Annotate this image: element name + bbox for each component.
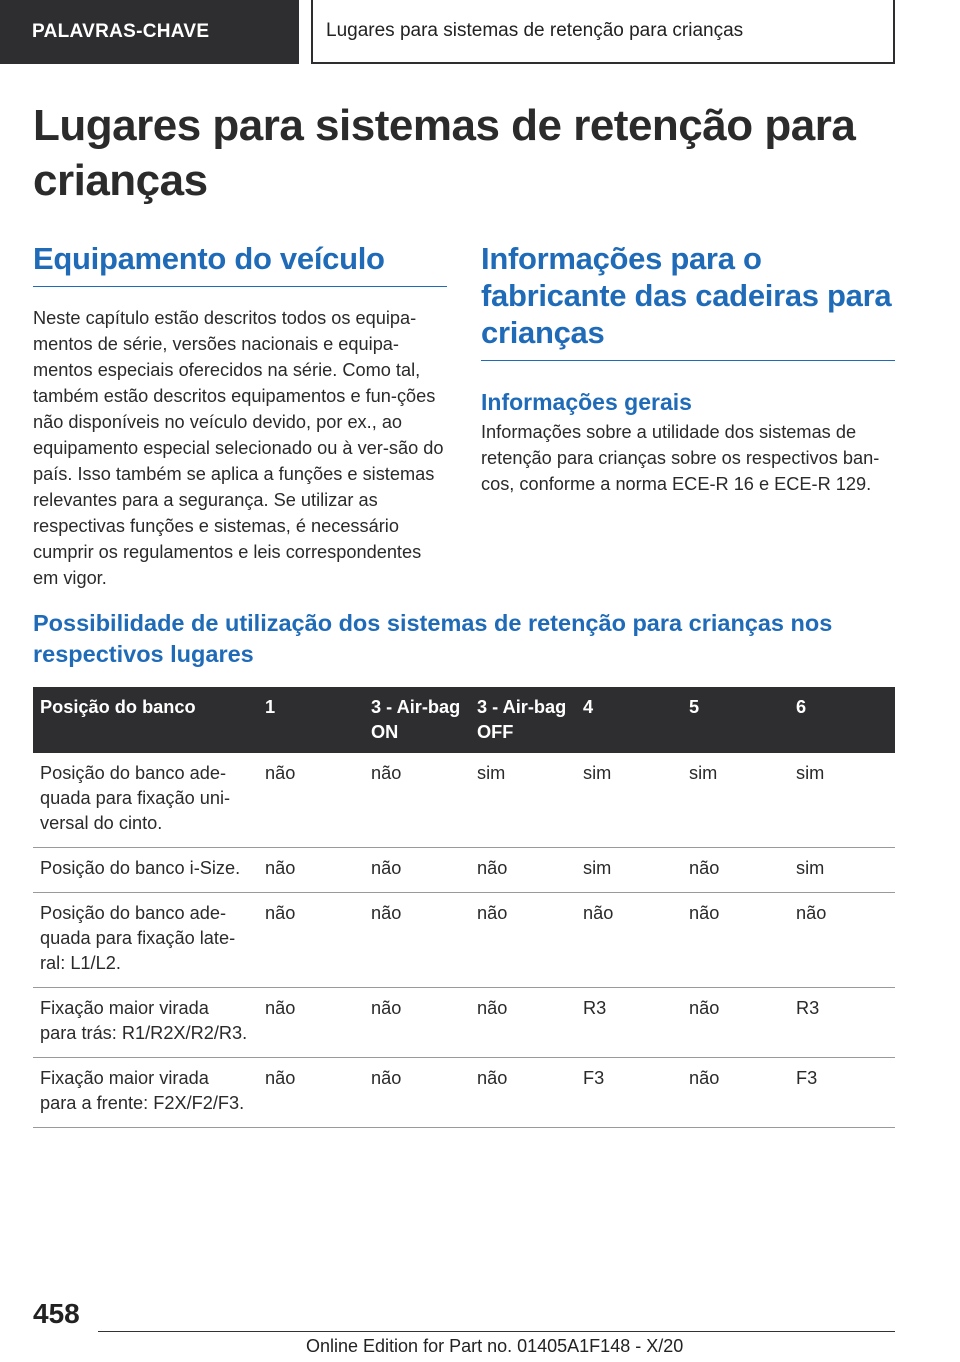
table-cell: não <box>257 848 363 893</box>
table-cell: não <box>363 988 469 1058</box>
vehicle-equipment-section <box>33 240 447 591</box>
page-title: Lugares para sistemas de retenção para crianças <box>33 101 856 205</box>
table-cell: não <box>257 893 363 988</box>
vehicle-equipment-text: Neste capítulo estão descritos todos os equipa-mentos de série, versões nacionais e equipa-mentos especiais oferecidos na série. Como tal, também estão descritos equipamentos e fun-ções não disponíveis no veículo devido, por ex., ao equipamento especial selecionado ou à ver-são do país. Isso também se aplica a funções e sistemas relevantes para a segurança. Se utilizar as respectivas funções e sistemas, é necessário cumprir os regulamentos e leis correspondentes em vigor. <box>33 308 444 588</box>
row-label: Posição do banco ade-quada para fixação late-ral: L1/L2. <box>33 893 257 988</box>
column-header: 3 - Air-bag OFF <box>469 687 575 753</box>
table-cell: não <box>363 848 469 893</box>
table-cell: não <box>363 1058 469 1128</box>
row-label: Posição do banco ade-quada para fixação uni-versal do cinto. <box>33 753 257 848</box>
manufacturer-info-section <box>481 240 895 497</box>
table-cell: não <box>469 848 575 893</box>
table-cell: não <box>575 893 681 988</box>
table-cell: F3 <box>788 1058 895 1128</box>
row-label: Fixação maior virada para trás: R1/R2X/R2/R3. <box>33 988 257 1058</box>
table-cell: não <box>681 1058 788 1128</box>
table-row <box>33 893 895 988</box>
table-cell: sim <box>681 753 788 848</box>
table-cell: R3 <box>788 988 895 1058</box>
table-cell: não <box>681 848 788 893</box>
table-cell: R3 <box>575 988 681 1058</box>
table-cell: sim <box>575 753 681 848</box>
child-seat-usage-table <box>33 687 895 1128</box>
table-cell: sim <box>788 848 895 893</box>
table-cell: não <box>681 893 788 988</box>
table-row <box>33 988 895 1058</box>
table-cell: não <box>469 893 575 988</box>
general-info-heading: Informações gerais <box>481 389 692 415</box>
table-cell: não <box>257 1058 363 1128</box>
row-label: Fixação maior virada para a frente: F2X/F2/F3. <box>33 1058 257 1128</box>
edition-note: Online Edition for Part no. 01405A1F148 - X/20 <box>306 1336 684 1356</box>
page-number: 458 <box>33 1298 80 1329</box>
table-row <box>33 1058 895 1128</box>
table-cell: não <box>257 753 363 848</box>
table-cell: F3 <box>575 1058 681 1128</box>
column-header: Posição do banco <box>33 687 257 753</box>
column-header: 5 <box>681 687 788 753</box>
column-header: 1 <box>257 687 363 753</box>
table-cell: não <box>363 753 469 848</box>
table-row <box>33 753 895 848</box>
manufacturer-info-heading: Informações para o fabricante das cadeiras para crianças <box>481 240 895 361</box>
vehicle-equipment-heading: Equipamento do veículo <box>33 240 447 287</box>
section-tab[interactable] <box>0 0 299 64</box>
table-row <box>33 848 895 893</box>
row-label: Posição do banco i-Size. <box>33 848 257 893</box>
column-header: 3 - Air-bag ON <box>363 687 469 753</box>
table-header-row <box>33 687 895 753</box>
table-cell: não <box>681 988 788 1058</box>
table-cell: não <box>363 893 469 988</box>
table-cell: não <box>257 988 363 1058</box>
table-cell: não <box>788 893 895 988</box>
column-header: 6 <box>788 687 895 753</box>
table-cell: não <box>469 988 575 1058</box>
usage-table-heading: Possibilidade de utilização dos sistemas de retenção para crianças nos respectivos lugares <box>33 610 833 667</box>
table-cell: não <box>469 1058 575 1128</box>
chapter-tab-label: Lugares para sistemas de retenção para crianças <box>326 20 744 41</box>
chapter-tab[interactable] <box>311 0 895 64</box>
footer-divider <box>98 1331 895 1332</box>
column-header: 4 <box>575 687 681 753</box>
general-info-text: Informações sobre a utilidade dos sistemas de retenção para crianças sobre os respectivos ban-cos, conforme a norma ECE-R 16 e ECE-R 129. <box>481 422 880 494</box>
section-tab-label: PALAVRAS-CHAVE <box>32 21 210 42</box>
table-cell: sim <box>575 848 681 893</box>
table-cell: sim <box>469 753 575 848</box>
table-cell: sim <box>788 753 895 848</box>
